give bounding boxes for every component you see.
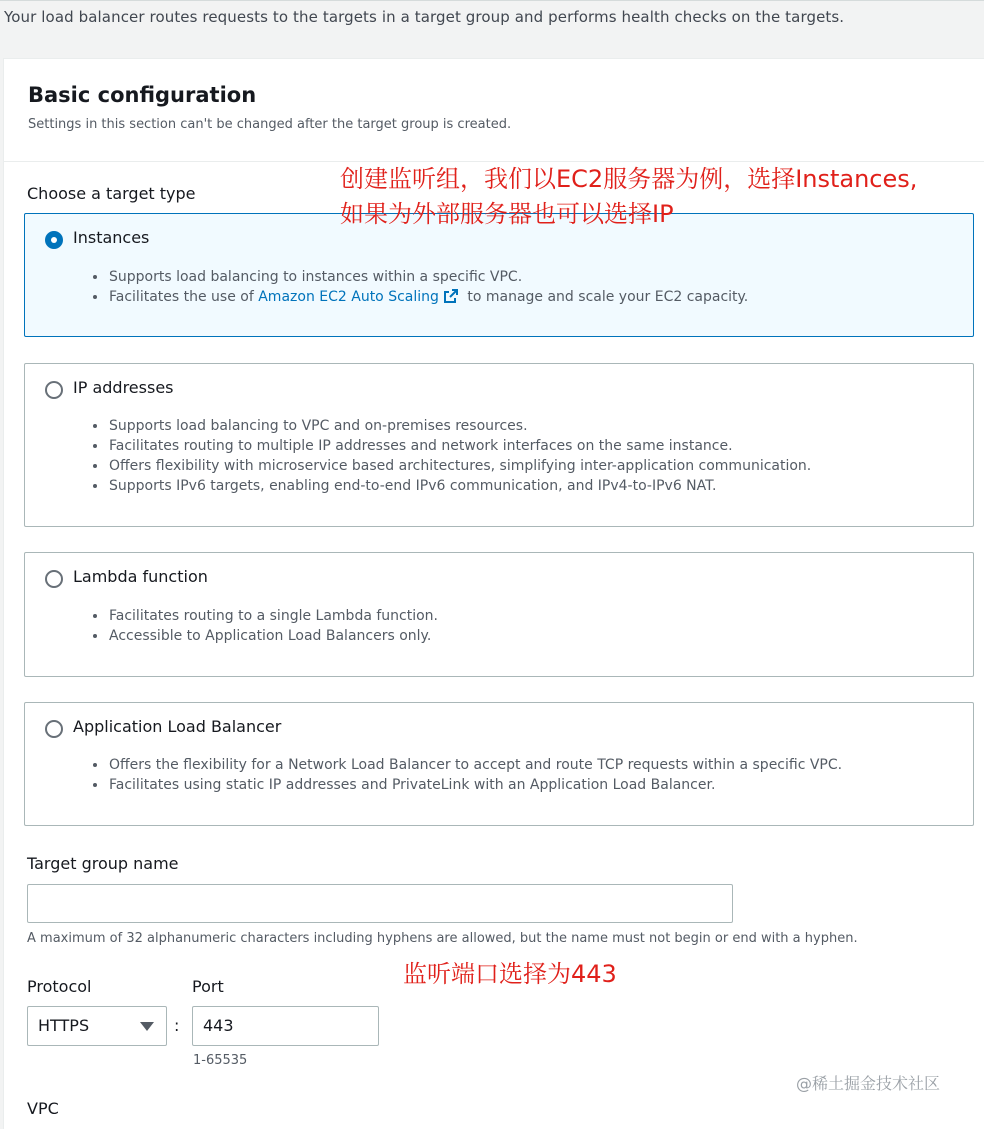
port-input[interactable] [192,1006,379,1046]
protocol-select[interactable] [27,1006,167,1046]
bullet-item: Accessible to Application Load Balancers only. [109,626,438,646]
bullet-item: Facilitates routing to multiple IP addresses and network interfaces on the same instance. [109,436,811,456]
option-bullets [109,267,748,307]
target-type-option-lambda[interactable] [24,552,974,677]
target-type-option-alb[interactable] [24,702,974,826]
radio-instances[interactable] [45,231,63,249]
bullet-item: Facilitates routing to a single Lambda function. [109,608,438,624]
option-title: Application Load Balancer [73,717,282,736]
protocol-label: Protocol [27,977,92,996]
option-bullets [109,755,842,795]
external-link-icon[interactable] [443,288,459,310]
annotation-line2: 如果为外部服务器也可以选择IP [340,200,674,228]
target-type-option-ip-addresses[interactable] [24,363,974,527]
target-group-name-hint: A maximum of 32 alphanumeric characters including hyphens are allowed, but the name must not begin or end with a hyphen. [27,931,858,946]
ec2-auto-scaling-link[interactable]: Amazon EC2 Auto Scaling [258,289,439,305]
port-value: 443 [203,1016,234,1035]
bullet-item: Supports load balancing to instances within a specific VPC. [109,267,748,287]
target-type-option-instances[interactable] [24,213,974,337]
top-divider [0,0,984,1]
target-group-name-label: Target group name [27,854,179,873]
radio-lambda[interactable] [45,570,63,588]
section-title: Basic configuration [28,83,257,107]
panel-header [4,59,984,162]
bullet-text: Facilitates the use of [109,289,259,305]
option-title: IP addresses [73,378,174,397]
bullet-item: Offers flexibility with microservice based architectures, simplifying inter-application communication. [109,458,812,474]
watermark: @稀土掘金技术社区 [796,1074,941,1093]
bullet-item: Supports load balancing to VPC and on-premises resources. [109,416,811,436]
bullet-item [109,287,748,307]
bullet-item: Supports IPv6 targets, enabling end-to-end IPv6 communication, and IPv4-to-IPv6 NAT. [109,476,811,496]
option-bullets [109,606,438,646]
caret-down-icon [140,1022,154,1031]
bullet-item: Facilitates using static IP addresses and PrivateLink with an Application Load Balancer. [109,775,842,795]
protocol-value: HTTPS [38,1016,90,1035]
annotation-line1: 创建监听组，我们以EC2服务器为例，选择Instances, [340,165,918,193]
port-label: Port [192,977,224,996]
target-type-label: Choose a target type [27,184,196,203]
protocol-port-separator: : [174,1016,180,1035]
intro-text: Your load balancer routes requests to the targets in a target group and performs health checks on the targets. [4,8,845,26]
option-title: Lambda function [73,567,208,586]
vpc-label: VPC [27,1099,59,1118]
option-bullets [109,416,811,496]
port-hint: 1-65535 [193,1053,248,1068]
section-description: Settings in this section can't be changed after the target group is created. [28,117,512,132]
bullet-text: to manage and scale your EC2 capacity. [462,289,749,305]
option-title: Instances [73,228,150,247]
bullet-item: Offers the flexibility for a Network Load Balancer to accept and route TCP requests within a specific VPC. [109,757,843,773]
radio-alb[interactable] [45,720,63,738]
radio-ip-addresses[interactable] [45,381,63,399]
annotation-port-note: 监听端口选择为443 [403,960,617,988]
target-group-name-input[interactable] [27,884,733,923]
